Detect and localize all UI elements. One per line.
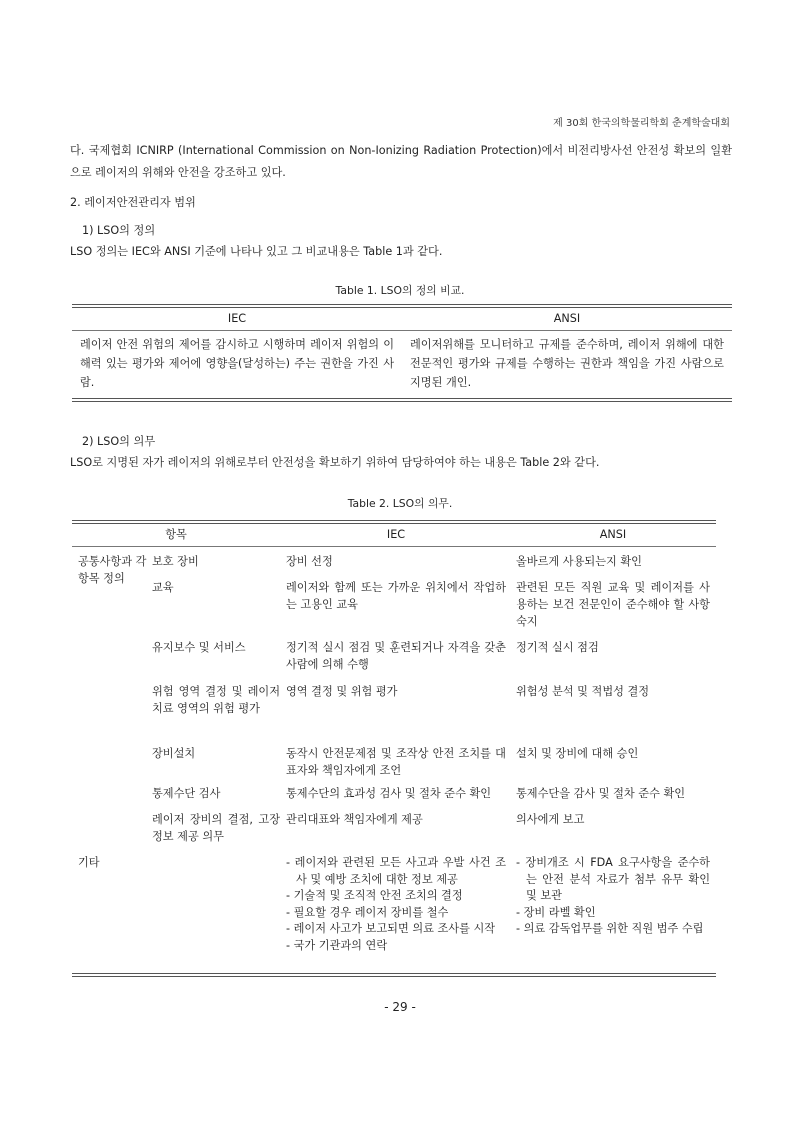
table2-caption: Table 2. LSO의 의무.	[347, 497, 453, 510]
table2-iec: 동작시 안전문제점 및 조작상 안전 조치를 대표자와 책임자에게 조언	[286, 747, 506, 777]
table2-item: 위험 영역 결정 및 레이저 치료 영역의 위험 평가	[152, 685, 280, 715]
subsection-text-1: LSO 정의는 IEC와 ANSI 기준에 나타나 있고 그 비교내용은 Table 1과 같다.	[70, 245, 443, 258]
list-item: - 장비개조 시 FDA 요구사항을 준수하는 안전 분석 자료가 첨부 유무 확인 및 보관	[516, 856, 710, 902]
table2-ansi: 통제수단을 감사 및 절차 준수 확인	[516, 787, 686, 800]
table-row	[148, 639, 716, 683]
table2-group-common: 공통사항과 각 항목 정의	[78, 555, 147, 585]
table2-item: 레이저 장비의 결점, 고장 정보 제공 의무	[152, 813, 280, 843]
table2-item: 유지보수 및 서비스	[152, 641, 246, 654]
list-item: - 레이저 사고가 보고되면 의료 조사를 시작	[286, 922, 496, 935]
table-row	[148, 811, 716, 855]
table2-iec: 통제수단의 효과성 검사 및 절차 준수 확인	[286, 787, 492, 800]
table2-other-ansi	[512, 855, 716, 973]
table-row	[148, 579, 716, 639]
table2-ansi: 관련된 모든 직원 교육 및 레이저를 사용하는 보건 전문인이 준수해야 할 사항 숙지	[516, 581, 710, 628]
table2-ansi: 의사에게 보고	[516, 813, 585, 826]
list-item: - 국가 기관과의 연락	[286, 938, 388, 952]
table1-header-ansi: ANSI	[553, 312, 581, 325]
page-number: - 29 -	[384, 1000, 416, 1014]
list-item: - 장비 라벨 확인	[516, 905, 596, 919]
list-item: - 의료 감독업무를 위한 직원 범주 수립	[516, 922, 704, 935]
table1	[72, 304, 732, 402]
table1-caption: Table 1. LSO의 정의 비교.	[335, 284, 465, 297]
table2-header-item: 항목	[165, 528, 187, 541]
table2-header-ansi: ANSI	[599, 528, 627, 541]
table-row	[148, 745, 716, 785]
table2-item: 통제수단 검사	[152, 787, 221, 800]
table2-item-empty	[148, 855, 280, 973]
table1-cell-iec: 레이저 안전 위험의 제어를 감시하고 시행하며 레이저 위험의 이해력 있는 평가와 제어에 영향을(달성하는) 주는 권한을 가진 사람.	[80, 338, 394, 389]
table1-row	[72, 331, 732, 398]
subsection-heading-1: 1) LSO의 정의	[82, 224, 156, 237]
table2-item: 장비설치	[152, 747, 196, 760]
table2-ansi: 위험성 분석 및 적법성 결정	[516, 685, 650, 698]
table2-ansi: 정기적 실시 점검	[516, 641, 599, 654]
table1-cell-ansi: 레이저위해를 모니터하고 규제를 준수하며, 레이저 위해에 대한 전문적인 평가와 규제를 수행하는 권한과 책임을 가진 사람으로 지명된 개인.	[410, 338, 724, 389]
list-item: - 기술적 및 조직적 안전 조치의 결정	[286, 889, 463, 902]
table2-iec: 정기적 실시 점검 및 훈련되거나 자격을 갖춘 사람에 의해 수행	[286, 641, 506, 671]
table2-iec: 영역 결정 및 위험 평가	[286, 685, 398, 698]
table2	[72, 520, 716, 977]
table1-bottom-rule	[72, 398, 732, 402]
table2-ansi: 올바르게 사용되는지 확인	[516, 555, 642, 568]
table2-iec: 관리대표와 책임자에게 제공	[286, 813, 423, 826]
table2-item: 보호 장비	[152, 555, 199, 568]
table1-header-iec: IEC	[227, 312, 247, 325]
table2-group-other: 기타	[78, 856, 100, 869]
section-heading: 2. 레이저안전관리자 범위	[70, 196, 196, 209]
table2-other-iec	[280, 855, 512, 973]
list-item: - 필요할 경우 레이저 장비를 철수	[286, 905, 449, 919]
table-row	[148, 683, 716, 745]
subsection-heading-2: 2) LSO의 의무	[82, 435, 156, 448]
table-row-other	[72, 855, 716, 973]
table2-bottom-rule	[72, 973, 716, 977]
table2-item: 교육	[152, 581, 174, 594]
table2-iec: 장비 선정	[286, 555, 333, 568]
table2-header-iec: IEC	[386, 528, 406, 541]
table2-ansi: 설치 및 장비에 대해 승인	[516, 747, 639, 760]
list-item: - 레이저와 관련된 모든 사고과 우발 사건 조사 및 예방 조치에 대한 정보 제공	[286, 856, 506, 886]
table2-header-row	[72, 524, 716, 547]
table-row	[148, 785, 716, 811]
running-header: 제 30회 한국의학물리학회 춘계학술대회	[553, 118, 730, 129]
table2-iec: 레이저와 함께 또는 가까운 위치에서 작업하는 고용인 교육	[286, 581, 506, 611]
table1-header-row	[72, 308, 732, 331]
table-row	[148, 553, 716, 579]
subsection-text-2: LSO로 지명된 자가 레이저의 위해로부터 안전성을 확보하기 위하여 담당하여야 하는 내용은 Table 2와 같다.	[70, 456, 600, 469]
intro-paragraph: 다. 국제협회 ICNIRP (International Commission on Non-Ionizing Radiation Protection)에서 비전리방사선 안전성 확보의 일환으로 레이저의 위해와 안전을 강조하고 있다.	[70, 144, 732, 179]
